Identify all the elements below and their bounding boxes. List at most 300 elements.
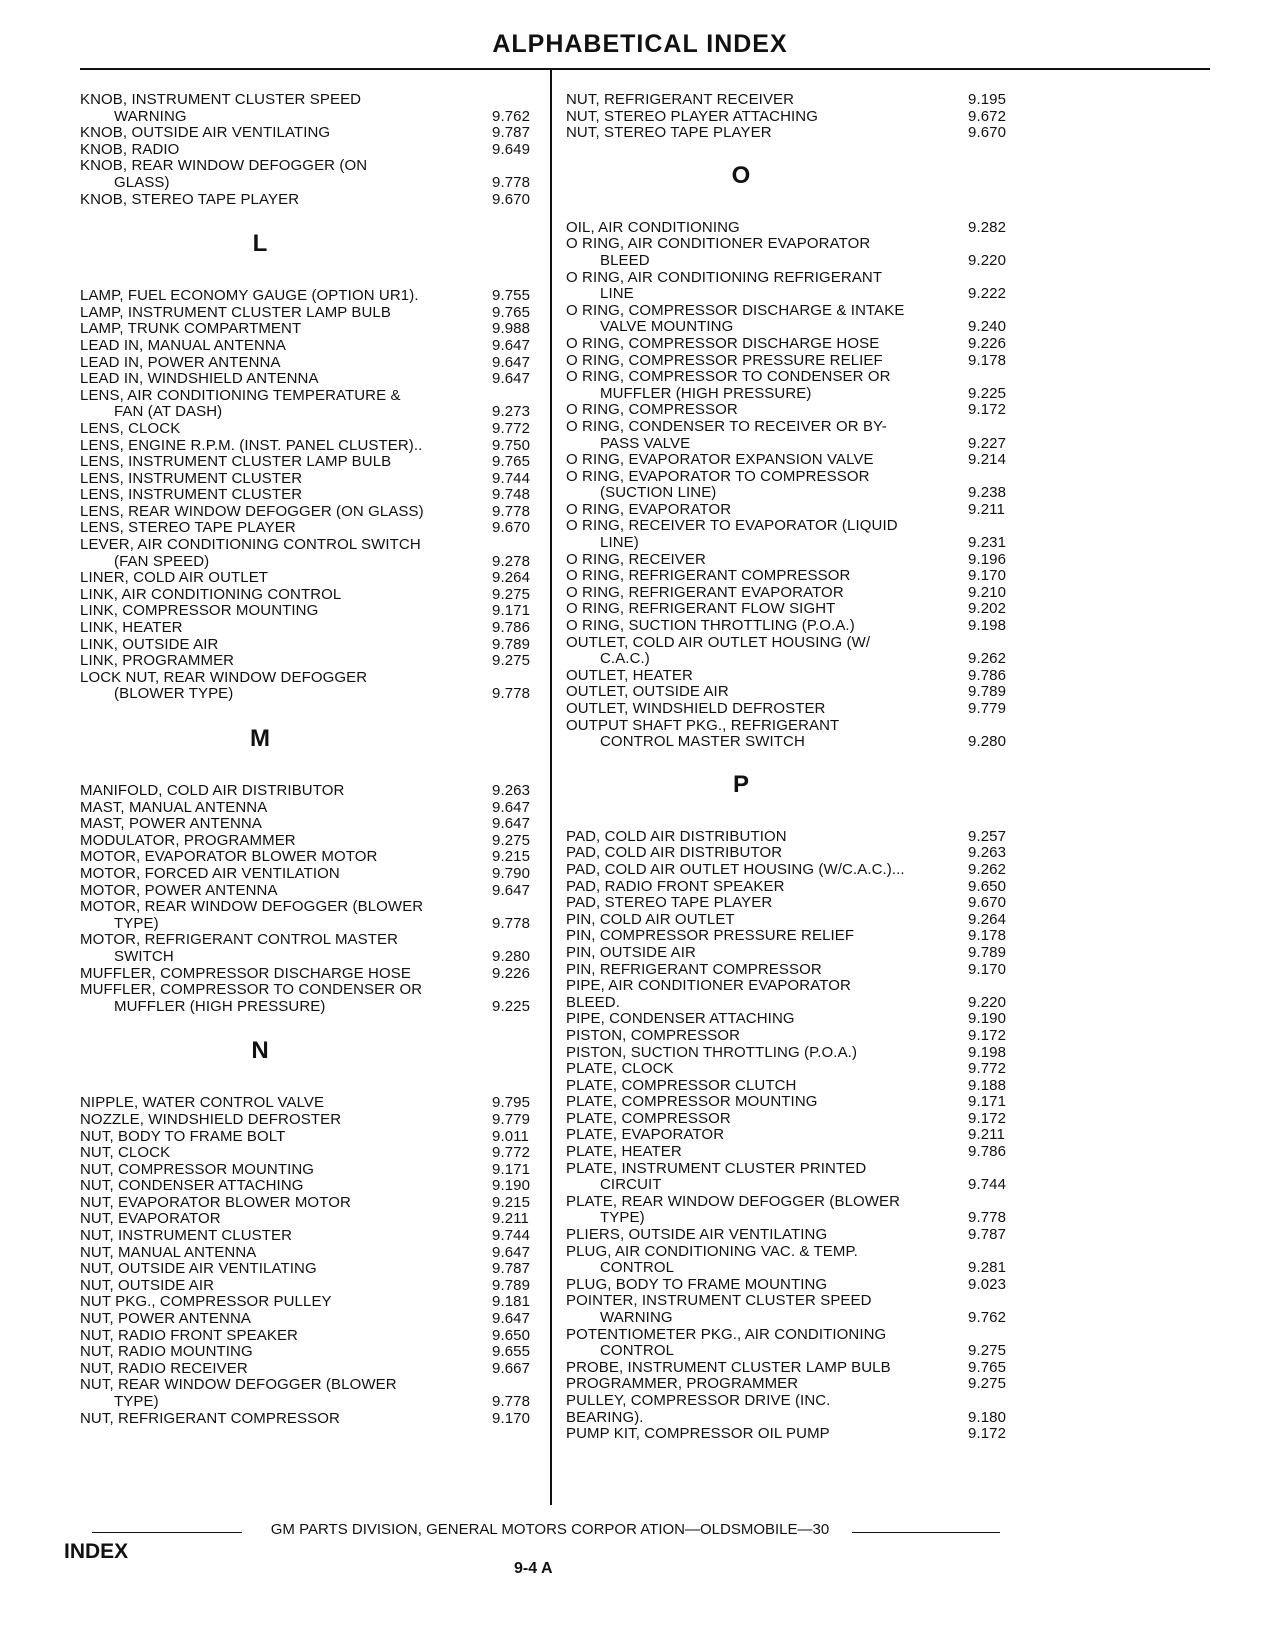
index-entry-text <box>80 932 540 965</box>
index-page-ref: 9.647 <box>492 370 531 388</box>
index-page-ref: 9.172 <box>968 1425 1007 1443</box>
section-letter: L <box>252 230 268 258</box>
index-entry-line: OUTLET, COLD AIR OUTLET HOUSING (W/ <box>566 633 871 651</box>
index-entry-line: NUT, STEREO TAPE PLAYER <box>566 124 772 142</box>
index-entry-line: OUTLET, WINDSHIELD DEFROSTER <box>566 700 826 717</box>
index-entry <box>80 520 540 537</box>
index-entry <box>566 1227 1016 1244</box>
index-entry <box>80 1095 540 1112</box>
index-entry-line: LENS, INSTRUMENT CLUSTER LAMP BULB <box>80 453 392 471</box>
index-entry <box>566 220 1016 237</box>
index-page-ref: 9.211 <box>968 500 1005 518</box>
index-page-ref: 9.744 <box>492 1227 531 1245</box>
index-entry <box>566 1078 1016 1095</box>
index-entry-text <box>566 1028 1016 1045</box>
index-entry <box>80 1294 540 1311</box>
index-page-ref: 9.670 <box>968 894 1007 912</box>
index-entry-line: O RING, COMPRESSOR TO CONDENSER OR <box>566 368 891 386</box>
index-entry-line: PLIERS, OUTSIDE AIR VENTILATING <box>566 1226 828 1244</box>
index-entry-text <box>566 1144 1016 1161</box>
index-entry-line: PISTON, COMPRESSOR <box>566 1026 741 1044</box>
index-page-ref: 9.188 <box>968 1076 1007 1094</box>
index-entry-line: TYPE) <box>114 1393 159 1410</box>
index-entry-text <box>566 125 1016 142</box>
index-page-ref: 9.744 <box>492 469 531 487</box>
index-page-ref: 9.178 <box>968 927 1007 945</box>
index-entry-line: LINK, OUTSIDE AIR <box>80 635 219 653</box>
index-page-ref: 9.170 <box>492 1409 531 1427</box>
index-entry-text <box>80 849 540 866</box>
index-entry-text <box>80 142 540 159</box>
index-entry <box>566 1028 1016 1045</box>
index-entry <box>566 1094 1016 1111</box>
index-page-ref: 9.262 <box>968 860 1007 878</box>
index-entry <box>566 125 1016 142</box>
index-entry-line: MUFFLER (HIGH PRESSURE) <box>114 997 326 1015</box>
index-entry-line: PULLEY, COMPRESSOR DRIVE (INC. BEARING). <box>566 1391 835 1426</box>
index-entry <box>566 236 1016 269</box>
index-page-ref: 9.650 <box>968 877 1007 895</box>
index-entry-line: CIRCUIT <box>600 1176 662 1194</box>
index-entry-text <box>566 419 1016 452</box>
index-page-ref: 9.647 <box>492 798 531 816</box>
index-entry-line: VALVE MOUNTING <box>600 318 734 336</box>
index-entry <box>566 1393 1016 1426</box>
index-page-ref: 9.198 <box>968 617 1007 635</box>
index-page-ref: 9.282 <box>968 218 1007 236</box>
index-entry-line: PLATE, HEATER <box>566 1143 682 1161</box>
index-entry-text <box>80 355 540 372</box>
index-entry-text <box>566 1111 1016 1128</box>
index-entry-line: NUT, RADIO RECEIVER <box>80 1359 248 1377</box>
index-entry-line: NUT, CONDENSER ATTACHING <box>80 1177 304 1195</box>
index-entry-line: PAD, COLD AIR DISTRIBUTOR <box>566 844 783 862</box>
index-entry-line: PLATE, REAR WINDOW DEFOGGER (BLOWER <box>566 1192 901 1210</box>
index-page-ref: 9.670 <box>968 124 1007 142</box>
index-entry <box>566 635 1016 668</box>
index-page-ref: 9.750 <box>492 436 531 454</box>
index-entry-text <box>566 978 1016 1011</box>
index-entry-text <box>80 388 540 421</box>
index-page-ref: 9.778 <box>492 685 531 703</box>
index-entry-text <box>80 1145 540 1162</box>
index-entry-line: KNOB, REAR WINDOW DEFOGGER (ON <box>80 157 368 175</box>
index-page-ref: 9.275 <box>492 585 531 603</box>
index-entry <box>80 142 540 159</box>
page-title: ALPHABETICAL INDEX <box>492 30 788 58</box>
index-entry-text <box>80 1294 540 1311</box>
index-entry-line: MANIFOLD, COLD AIR DISTRIBUTOR <box>80 782 345 799</box>
section-letter: P <box>732 770 749 798</box>
index-entry-text <box>80 1112 540 1129</box>
index-entry <box>566 701 1016 718</box>
index-entry-text <box>566 601 1016 618</box>
title-rule <box>80 68 1210 70</box>
index-entry <box>80 620 540 637</box>
index-entry-text <box>566 668 1016 685</box>
index-entry-text <box>566 236 1016 269</box>
index-entry <box>566 829 1016 846</box>
index-entry <box>80 932 540 965</box>
index-page-ref: 9.778 <box>968 1209 1007 1227</box>
index-entry-text <box>80 603 540 620</box>
index-page-ref: 9.222 <box>968 285 1007 303</box>
index-entry <box>566 668 1016 685</box>
index-entry <box>80 1311 540 1328</box>
index-entry-text <box>80 1411 540 1428</box>
index-entry-line: NUT, COMPRESSOR MOUNTING <box>80 1160 315 1178</box>
index-entry-text <box>80 816 540 833</box>
index-page-ref: 9.264 <box>492 569 531 587</box>
index-entry-text <box>566 518 1016 551</box>
index-entry-line: O RING, SUCTION THROTTLING (P.O.A.) <box>566 617 855 635</box>
index-entry-text <box>80 653 540 670</box>
index-entry-line: LEAD IN, POWER ANTENNA <box>80 353 281 371</box>
index-entry-line: CONTROL MASTER SWITCH <box>600 733 805 751</box>
index-entry-line: O RING, REFRIGERANT FLOW SIGHT <box>566 600 836 618</box>
index-page-ref: 9.198 <box>968 1043 1007 1061</box>
index-entry-text <box>566 701 1016 718</box>
index-entry-text <box>80 587 540 604</box>
index-entry <box>566 502 1016 519</box>
index-entry-line: POTENTIOMETER PKG., AIR CONDITIONING <box>566 1325 887 1343</box>
index-page-ref: 9.170 <box>968 567 1007 585</box>
index-entry-text <box>566 585 1016 602</box>
index-page-ref: 9.280 <box>968 733 1007 751</box>
index-entry <box>566 895 1016 912</box>
index-entry-text <box>566 1376 1016 1393</box>
index-entry-text <box>80 471 540 488</box>
index-page-ref: 9.227 <box>968 434 1007 452</box>
section-letter: N <box>251 1037 269 1065</box>
index-entry-line: C.A.C.) <box>600 650 650 668</box>
index-entry-text <box>80 883 540 900</box>
index-entry-line: NUT, REFRIGERANT COMPRESSOR <box>80 1409 340 1427</box>
index-page-ref: 9.275 <box>968 1375 1007 1393</box>
page-number: 9-4 A <box>514 1560 553 1577</box>
index-entry <box>566 518 1016 551</box>
index-page-ref: 9.275 <box>492 831 531 849</box>
index-entry-line: FAN (AT DASH) <box>114 403 223 421</box>
index-entry-text <box>80 637 540 654</box>
index-entry-line: O RING, COMPRESSOR DISCHARGE & INTAKE <box>566 301 905 319</box>
index-entry-text <box>566 912 1016 929</box>
index-page-ref: 9.181 <box>492 1293 531 1311</box>
index-page-ref: 9.211 <box>492 1210 529 1228</box>
index-entry-line: LENS, CLOCK <box>80 419 181 437</box>
index-entry <box>566 1194 1016 1227</box>
index-entry-text <box>566 1045 1016 1062</box>
index-entry-line: WARNING <box>114 107 187 125</box>
index-entry-line: PROBE, INSTRUMENT CLUSTER LAMP BULB <box>566 1358 891 1376</box>
index-entry-line: NUT, POWER ANTENNA <box>80 1310 251 1328</box>
index-page-ref: 9.755 <box>492 287 531 305</box>
index-entry <box>566 369 1016 402</box>
index-entry-line: (FAN SPEED) <box>114 552 210 570</box>
index-page-ref: 9.178 <box>968 351 1007 369</box>
index-entry-line: O RING, AIR CONDITIONING REFRIGERANT <box>566 268 883 286</box>
index-page-ref: 9.211 <box>968 1126 1005 1144</box>
index-page-ref: 9.667 <box>492 1359 531 1377</box>
index-entry-text <box>80 982 540 1015</box>
index-entry <box>566 879 1016 896</box>
index-entry-line: LINK, PROGRAMMER <box>80 652 235 670</box>
index-page-ref: 9.779 <box>492 1110 531 1128</box>
index-entry <box>80 125 540 142</box>
index-page-ref: 9.789 <box>968 943 1007 961</box>
index-entry <box>80 1162 540 1179</box>
index-entry-text <box>80 570 540 587</box>
index-entry <box>566 1360 1016 1377</box>
index-entry <box>80 1211 540 1228</box>
index-entry-line: PLATE, INSTRUMENT CLUSTER PRINTED <box>566 1159 867 1177</box>
index-entry-text <box>566 109 1016 126</box>
index-page-ref: 9.790 <box>492 864 531 882</box>
index-page-ref: 9.281 <box>968 1259 1007 1277</box>
index-entry-line: KNOB, STEREO TAPE PLAYER <box>80 190 300 208</box>
index-entry-line: MOTOR, FORCED AIR VENTILATION <box>80 864 340 882</box>
index-entry-line: PUMP KIT, COMPRESSOR OIL PUMP <box>566 1425 830 1443</box>
index-page-ref: 9.238 <box>968 484 1007 502</box>
index-page-ref: 9.278 <box>492 552 531 570</box>
index-entry-text <box>80 487 540 504</box>
index-entry-line: LENS, INSTRUMENT CLUSTER <box>80 469 303 487</box>
index-entry <box>80 288 540 305</box>
index-page-ref: 9.196 <box>968 550 1007 568</box>
index-page-ref: 9.765 <box>492 453 531 471</box>
index-entry-line: LEVER, AIR CONDITIONING CONTROL SWITCH <box>80 536 421 554</box>
index-entry-text <box>80 371 540 388</box>
index-page-ref: 9.220 <box>968 251 1007 269</box>
index-entry-text <box>566 1277 1016 1294</box>
index-entry <box>566 270 1016 303</box>
index-entry-line: PAD, COLD AIR DISTRIBUTION <box>566 827 787 845</box>
index-entry-line: PLATE, COMPRESSOR MOUNTING <box>566 1093 818 1111</box>
index-entry-text <box>80 1361 540 1378</box>
index-entry-text <box>566 1327 1016 1360</box>
index-entry-text <box>566 1194 1016 1227</box>
index-page-ref: 9.778 <box>492 173 531 191</box>
index-page-ref: 9.215 <box>492 848 531 866</box>
index-entry <box>80 1278 540 1295</box>
index-page-ref: 9.170 <box>968 960 1007 978</box>
index-page-ref: 9.762 <box>492 107 531 125</box>
index-entry-line: BLEED <box>600 251 650 269</box>
index-entry-text <box>80 288 540 305</box>
index-entry-line: TYPE) <box>114 914 159 932</box>
index-entry-text <box>566 1094 1016 1111</box>
index-page-ref: 9.649 <box>492 140 531 158</box>
index-entry <box>566 1327 1016 1360</box>
index-entry-line: OUTPUT SHAFT PKG., REFRIGERANT <box>566 716 840 734</box>
index-page-ref: 9.262 <box>968 650 1007 668</box>
index-entry <box>566 1127 1016 1144</box>
index-entry-text <box>80 1245 540 1262</box>
index-entry-line: PLATE, CLOCK <box>566 1060 674 1078</box>
index-page-ref: 9.647 <box>492 881 531 899</box>
index-entry <box>80 321 540 338</box>
index-entry-text <box>80 783 540 800</box>
index-entry-line: O RING, COMPRESSOR PRESSURE RELIEF <box>566 351 883 369</box>
index-entry <box>566 1277 1016 1294</box>
index-entry-text <box>566 945 1016 962</box>
index-entry <box>566 1426 1016 1443</box>
index-page-ref: 9.744 <box>968 1176 1007 1194</box>
section-letter: M <box>250 725 270 752</box>
index-entry-text <box>566 502 1016 519</box>
index-entry-line: LENS, ENGINE R.P.M. (INST. PANEL CLUSTER).. <box>80 436 423 454</box>
index-entry <box>566 978 1016 1011</box>
footer-text: GM PARTS DIVISION, GENERAL MOTORS CORPOR ATION—OLDSMOBILE—30 <box>270 1521 830 1538</box>
index-page-ref: 9.786 <box>968 666 1007 684</box>
index-entry-line: MUFFLER (HIGH PRESSURE) <box>600 384 812 402</box>
index-entry-line: NUT, EVAPORATOR BLOWER MOTOR <box>80 1193 351 1211</box>
index-entry-line: O RING, RECEIVER <box>566 550 706 568</box>
index-entry-line: O RING, REFRIGERANT EVAPORATOR <box>566 583 844 601</box>
index-entry-line: LINE <box>600 285 634 303</box>
index-entry <box>80 1178 540 1195</box>
index-entry-line: LEAD IN, WINDSHIELD ANTENNA <box>80 370 319 388</box>
index-entry-text <box>566 353 1016 370</box>
index-entry-line: KNOB, OUTSIDE AIR VENTILATING <box>80 124 331 142</box>
index-entry-line: MUFFLER, COMPRESSOR DISCHARGE HOSE <box>80 964 411 982</box>
index-page-ref: 9.190 <box>968 1010 1007 1028</box>
index-entry <box>566 568 1016 585</box>
index-entry-line: NIPPLE, WATER CONTROL VALVE <box>80 1094 325 1112</box>
index-entry <box>80 883 540 900</box>
index-entry-line: PAD, RADIO FRONT SPEAKER <box>566 877 785 895</box>
index-page-ref: 9.214 <box>968 451 1007 469</box>
index-entry <box>80 670 540 703</box>
index-page-ref: 9.263 <box>968 844 1007 862</box>
index-entry-text <box>80 1178 540 1195</box>
index-entry <box>566 718 1016 751</box>
index-entry <box>80 1261 540 1278</box>
index-entry-text <box>80 1278 540 1295</box>
index-entry-line: NUT, OUTSIDE AIR <box>80 1276 215 1294</box>
index-entry-text <box>80 966 540 983</box>
index-page-ref: 9.786 <box>968 1143 1007 1161</box>
index-entry <box>566 336 1016 353</box>
index-page-ref: 9.225 <box>968 384 1007 402</box>
index-entry <box>80 816 540 833</box>
index-entry <box>80 849 540 866</box>
index-entry <box>80 305 540 322</box>
index-entry-line: LAMP, FUEL ECONOMY GAUGE (OPTION UR1). <box>80 287 419 305</box>
index-entry-line: LENS, REAR WINDOW DEFOGGER (ON GLASS) <box>80 502 424 520</box>
index-entry <box>566 1111 1016 1128</box>
index-entry-text <box>566 92 1016 109</box>
index-entry <box>80 1377 540 1410</box>
index-entry-text <box>566 684 1016 701</box>
index-entry <box>80 1145 540 1162</box>
index-entry <box>80 1129 540 1146</box>
index-entry <box>80 783 540 800</box>
index-entry-line: PIN, COLD AIR OUTLET <box>566 910 735 928</box>
index-entry-line: SWITCH <box>114 947 174 965</box>
index-page-ref: 9.650 <box>492 1326 531 1344</box>
index-page-ref: 9.171 <box>492 602 531 620</box>
index-page-ref: 9.180 <box>968 1408 1007 1426</box>
index-entry-text <box>80 1129 540 1146</box>
index-page-ref: 9.231 <box>968 534 1007 552</box>
index-entry <box>80 192 540 209</box>
index-entry-text <box>80 1261 540 1278</box>
index-entry <box>80 1361 540 1378</box>
index-entry-line: PIPE, AIR CONDITIONER EVAPORATOR BLEED. <box>566 977 856 1011</box>
index-page-ref: 9.171 <box>492 1160 531 1178</box>
index-entry <box>566 1011 1016 1028</box>
index-entry-text <box>566 895 1016 912</box>
index-page-ref: 9.280 <box>492 947 531 965</box>
index-entry-text <box>80 338 540 355</box>
index-entry-text <box>566 303 1016 336</box>
index-entry-text <box>80 454 540 471</box>
index-entry <box>566 1293 1016 1326</box>
index-entry-text <box>80 537 540 570</box>
index-entry-line: O RING, EVAPORATOR <box>566 500 732 518</box>
index-entry-text <box>566 270 1016 303</box>
section-letter: O <box>731 161 751 189</box>
index-entry-line: LENS, INSTRUMENT CLUSTER <box>80 486 303 504</box>
index-entry <box>80 421 540 438</box>
index-entry-line: CONTROL <box>600 1259 675 1277</box>
index-page-ref: 9.647 <box>492 353 531 371</box>
index-page-ref: 9.172 <box>968 401 1007 419</box>
index-page-ref: 9.762 <box>968 1309 1007 1326</box>
index-entry-line: MOTOR, REAR WINDOW DEFOGGER (BLOWER <box>80 898 424 916</box>
index-entry-line: PAD, COLD AIR OUTLET HOUSING (W/C.A.C.)... <box>566 860 905 878</box>
index-entry <box>80 653 540 670</box>
index-entry <box>566 928 1016 945</box>
index-entry-line: LINK, AIR CONDITIONING CONTROL <box>80 585 342 603</box>
index-entry <box>80 471 540 488</box>
index-entry-line: O RING, AIR CONDITIONER EVAPORATOR <box>566 235 871 253</box>
index-entry <box>566 552 1016 569</box>
index-entry <box>80 1344 540 1361</box>
index-entry <box>80 454 540 471</box>
index-entry-text <box>566 1227 1016 1244</box>
index-page-ref: 9.225 <box>492 997 531 1015</box>
index-page-ref: 9.988 <box>492 320 531 338</box>
index-entry-text <box>80 1344 540 1361</box>
index-entry <box>566 862 1016 879</box>
index-entry <box>566 1144 1016 1161</box>
index-page-ref: 9.263 <box>492 782 531 799</box>
index-entry-line: O RING, CONDENSER TO RECEIVER OR BY- <box>566 417 887 435</box>
index-entry <box>80 603 540 620</box>
index-entry-text <box>566 1127 1016 1144</box>
footer-rule-left <box>92 1532 242 1533</box>
index-page-ref: 9.023 <box>968 1275 1007 1293</box>
index-entry-line: NUT, REAR WINDOW DEFOGGER (BLOWER <box>80 1376 397 1394</box>
index-entry <box>80 388 540 421</box>
index-entry <box>80 371 540 388</box>
index-entry-line: PASS VALVE <box>600 434 691 452</box>
index-entry-line: LAMP, TRUNK COMPARTMENT <box>80 320 302 338</box>
index-entry <box>566 601 1016 618</box>
index-page-ref: 9.795 <box>492 1094 531 1112</box>
index-entry <box>80 92 540 125</box>
index-page-ref: 9.647 <box>492 815 531 833</box>
index-entry-text <box>566 1061 1016 1078</box>
index-page-ref: 9.765 <box>492 303 531 321</box>
index-entry-text <box>566 568 1016 585</box>
index-page-ref: 9.220 <box>968 993 1007 1011</box>
index-entry <box>566 303 1016 336</box>
index-page-ref: 9.647 <box>492 1243 531 1261</box>
index-entry-text <box>566 552 1016 569</box>
